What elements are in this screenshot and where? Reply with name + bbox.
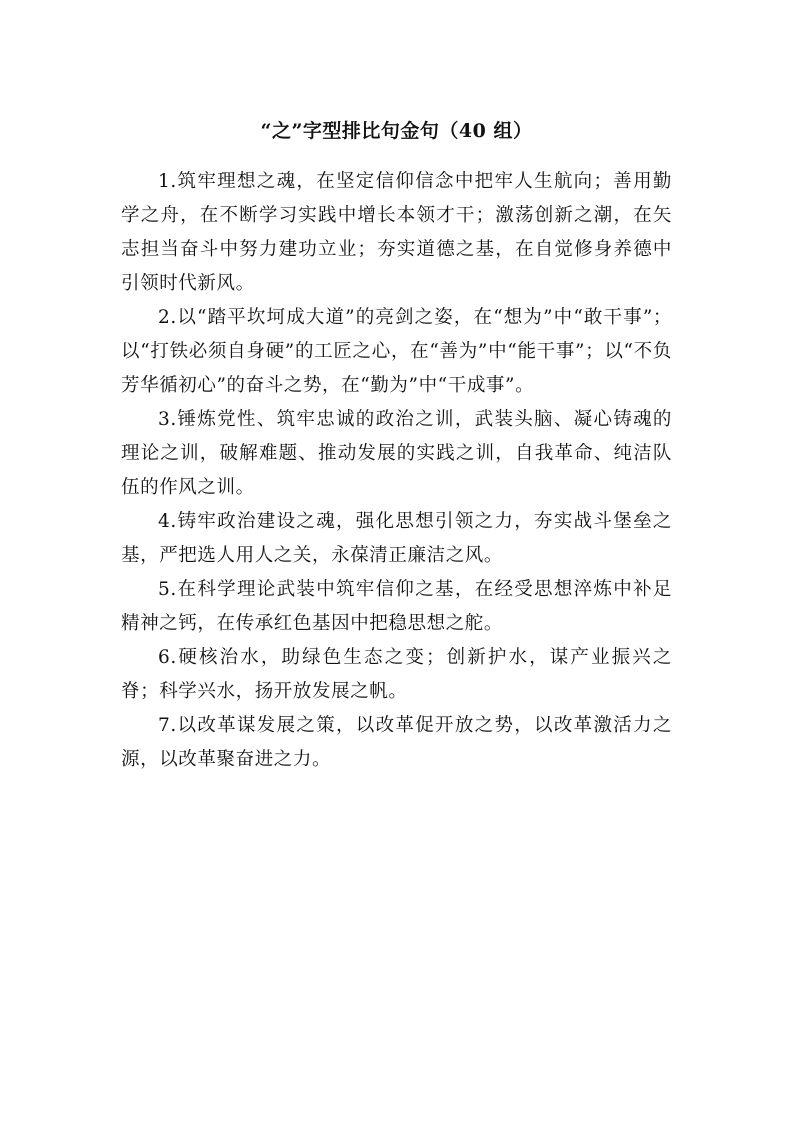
paragraph-6: 6.硬核治水，助绿色生态之变；创新护水，谋产业振兴之脊；科学兴水，扬开放发展之帆。 [121, 647, 672, 702]
paragraph-7: 7.以改革谋发展之策，以改革促开放之势，以改革激活力之源，以改革聚奋进之力。 [121, 715, 672, 770]
document-title: “之”字型排比句金句（40 组） [260, 120, 533, 142]
paragraph-1: 1.筑牢理想之魂，在坚定信仰信念中把牢人生航向；善用勤学之舟，在不断学习实践中增长本领才干；激荡创新之潮，在矢志担当奋斗中努力建功立业；夯实道德之基，在自觉修身养德中引领时代新风。 [121, 171, 672, 294]
paragraph-5: 5.在科学理论武装中筑牢信仰之基，在经受思想淬炼中补足精神之钙，在传承红色基因中把稳思想之舵。 [121, 579, 672, 634]
paragraph-2: 2.以“踏平坎坷成大道”的亮剑之姿，在“想为”中“敢干事”；以“打铁必须自身硬”的工匠之心，在“善为”中“能干事”；以“不负芳华循初心”的奋斗之势，在“勤为”中“干成事”。 [121, 307, 672, 396]
paragraph-4: 4.铸牢政治建设之魂，强化思想引领之力，夯实战斗堡垒之基，严把选人用人之关，永葆清正廉洁之风。 [121, 511, 672, 566]
document-body [121, 165, 672, 777]
paragraph-3: 3.锤炼党性、筑牢忠诚的政治之训，武装头脑、凝心铸魂的理论之训，破解难题、推动发展的实践之训，自我革命、纯洁队伍的作风之训。 [121, 409, 672, 498]
